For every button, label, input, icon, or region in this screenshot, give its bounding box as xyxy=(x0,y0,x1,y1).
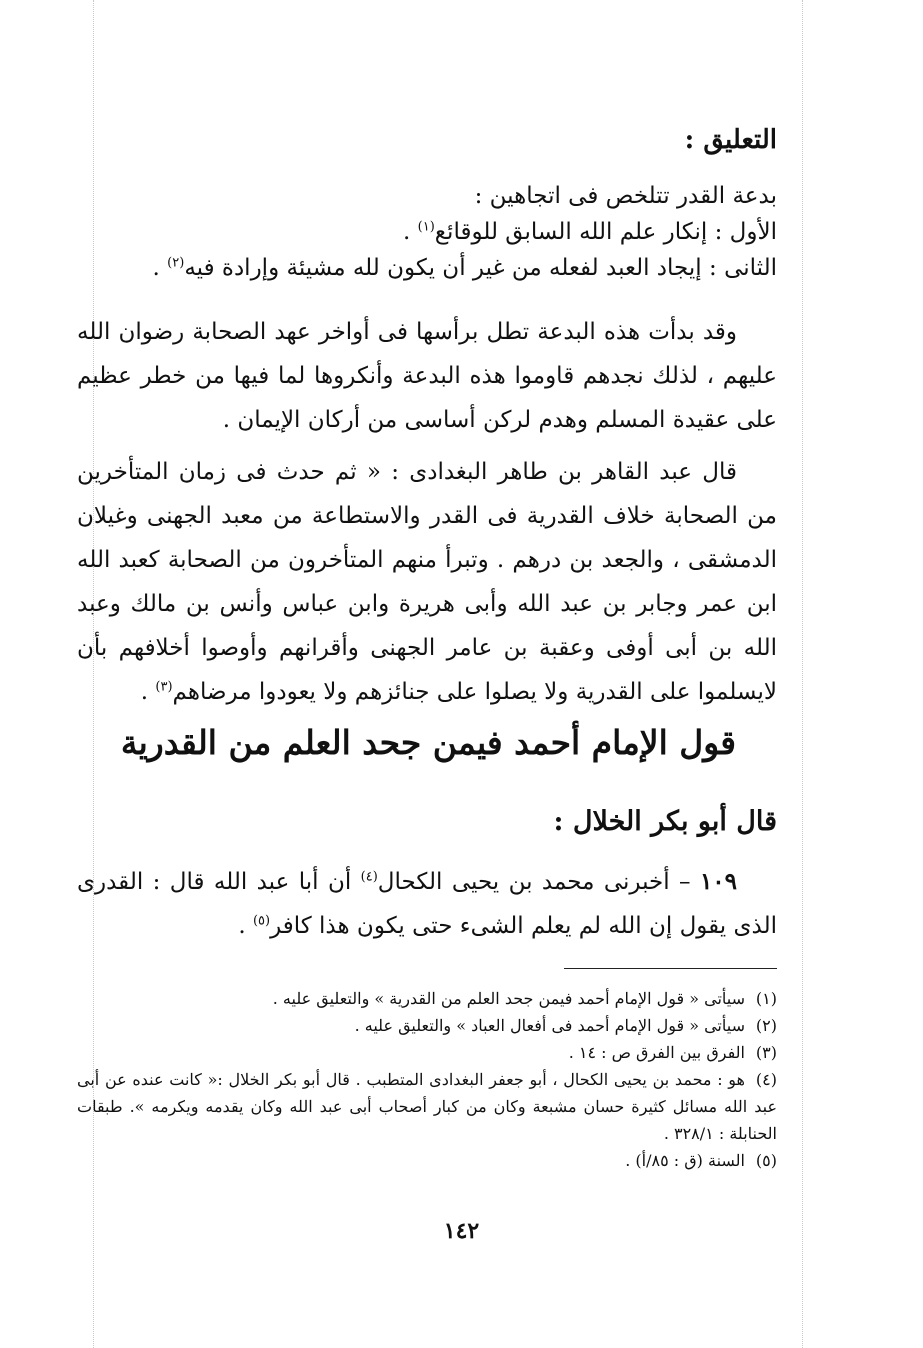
footnote-mark: (٤) xyxy=(755,1070,777,1089)
footnote-5 xyxy=(77,1147,777,1174)
footnote-ref-5: (٥) xyxy=(252,913,271,929)
footnote-text: سيأتى « قول الإمام أحمد فيمن جحد العلم من القدرية » والتعليق عليه . xyxy=(272,989,745,1008)
innovation-intro: بدعة القدر تتلخص فى اتجاهين : xyxy=(474,183,777,209)
footnote-text: سيأتى « قول الإمام أحمد فى أفعال العباد » والتعليق عليه . xyxy=(354,1016,745,1035)
baghdadi-quote-end: . xyxy=(140,679,156,705)
footnote-3 xyxy=(77,1039,777,1066)
narration-number: ١٠٩ xyxy=(699,868,737,895)
paragraph-baghdadi-quote xyxy=(77,450,777,714)
innovation-first xyxy=(77,214,777,250)
footnote-ref-2: (٢) xyxy=(167,255,185,271)
footnotes xyxy=(77,985,777,1174)
innovation-first-end: . xyxy=(403,219,418,245)
narration-109 xyxy=(77,860,777,948)
footnote-1 xyxy=(77,985,777,1012)
narration-part-1: – أخبرنى محمد بن يحيى الكحال xyxy=(377,869,700,895)
footnote-mark: (٢) xyxy=(755,1016,777,1035)
scan-margin-line-right xyxy=(802,0,803,1348)
footnote-4 xyxy=(77,1066,777,1147)
footnote-separator xyxy=(564,968,777,969)
innovation-second xyxy=(77,250,777,286)
footnote-ref-4: (٤) xyxy=(360,869,378,885)
paragraph-bida-origin: وقد بدأت هذه البدعة تطل برأسها فى أواخر عهد الصحابة رضوان الله عليهم ، لذلك نجدهم قاوموا هذه البدعة وأنكروها لما فيها من خطر عظيم على عقيدة المسلم وهدم لركن أساسى من أركان الإيمان . xyxy=(77,319,777,433)
footnote-mark: (٥) xyxy=(755,1151,777,1170)
narration-end: . xyxy=(238,913,253,939)
footnote-2 xyxy=(77,1012,777,1039)
section-title: قول الإمام أحمد فيمن جحد العلم من القدرية xyxy=(120,723,737,762)
footnote-text: السنة (ق : ٨٥/أ) . xyxy=(625,1151,745,1170)
comment-heading: التعليق : xyxy=(684,125,777,155)
innovation-summary xyxy=(77,178,777,286)
page-number: ١٤٢ xyxy=(443,1218,480,1244)
footnote-mark: (٣) xyxy=(755,1043,777,1062)
footnote-text: هو : محمد بن يحيى الكحال ، أبو جعفر البغدادى المتطبب . قال أبو بكر الخلال :« كانت عنده عن أبى عبد الله مسائل كثيرة حسان مشبعة وكان من كبار أصحاب أبى عبد الله وكان يقدمه ويكرمه ». طبقات الحنابلة : ٣٢٨/١ . xyxy=(77,1070,777,1143)
innovation-second-text: الثانى : إيجاد العبد لفعله من غير أن يكون لله مشيئة وإرادة فيه xyxy=(184,255,777,281)
subheading-khallal: قال أبو بكر الخلال : xyxy=(553,806,777,837)
innovation-second-end: . xyxy=(152,255,168,281)
footnote-mark: (١) xyxy=(755,989,777,1008)
narration-part-2: أن أبا عبد الله قال : القدرى الذى يقول إن الله لم يعلم الشىء حتى يكون هذا كافر xyxy=(77,869,777,939)
footnote-ref-1: (١) xyxy=(417,219,435,235)
baghdadi-quote-text: قال عبد القاهر بن طاهر البغدادى : « ثم حدث فى زمان المتأخرين من الصحابة خلاف القدرية فى القدر والاستطاعة من معبد الجهنى وغيلان الدمشقى ، والجعد بن درهم . وتبرأ منهم المتأخرون من الصحابة كعبد الله ابن عمر وجابر بن عبد الله وأبى هريرة وابن عباس وأنس بن مالك وعبد الله بن أبى أوفى وعقبة بن عامر الجهنى وأقرانهم وأوصوا أخلافهم بأن لايسلموا على القدرية ولا يصلوا على جنائزهم ولا يعودوا مرضاهم xyxy=(77,459,777,705)
footnote-text: الفرق بين الفرق ص : ١٤ . xyxy=(568,1043,745,1062)
innovation-first-text: الأول : إنكار علم الله السابق للوقائع xyxy=(434,219,777,245)
footnote-ref-3: (٣) xyxy=(155,679,173,695)
